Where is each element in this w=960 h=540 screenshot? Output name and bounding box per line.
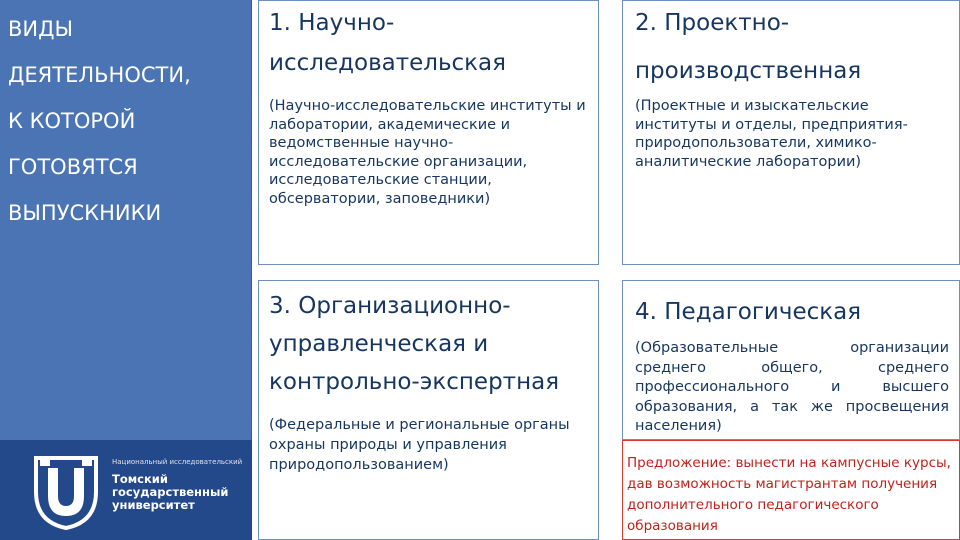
- activity-card-pedagogical: [622, 280, 960, 440]
- activity-description: (Образовательные организации среднего общего, среднего профессионального и высшего образования, а так же просвещения населения): [635, 340, 949, 434]
- sidebar-title: [8, 6, 248, 236]
- sidebar-title-line: ВЫПУСКНИКИ: [8, 201, 162, 225]
- activity-card-research: [258, 0, 599, 265]
- activity-heading: 4. Педагогическая: [635, 299, 862, 325]
- logo-name-line: университет: [112, 498, 195, 512]
- activity-description: (Проектные и изыскательские институты и отделы, предприятия-природопользователи, химико-аналитические лаборатории): [635, 98, 908, 170]
- activity-description: (Научно-исследовательские институты и лаборатории, академические и ведомственные научно-исследовательские организации, исследовательские станции, обсерватории, заповедники): [269, 98, 586, 207]
- sidebar-title-line: ГОТОВЯТСЯ: [8, 155, 138, 179]
- proposal-text: Предложение: вынести на кампусные курсы, дав возможность магистрантам получения дополнительного педагогического образования: [627, 455, 951, 534]
- proposal-box: [622, 440, 960, 540]
- tsu-emblem-icon: [30, 452, 102, 532]
- logo-name: [112, 473, 242, 512]
- activity-card-design: [622, 0, 960, 265]
- logo-subtitle: Национальный исследовательский: [112, 458, 243, 466]
- sidebar-title-line: К КОТОРОЙ: [8, 109, 136, 133]
- logo-name-line: Томский: [112, 472, 168, 486]
- activity-heading: 3. Организационно-управленческая и контрольно-экспертная: [269, 293, 560, 395]
- logo-name-line: государственный: [112, 485, 229, 499]
- sidebar: [0, 0, 252, 540]
- logo-text: [112, 458, 242, 512]
- activity-heading: 2. Проектно-производственная: [635, 10, 862, 84]
- activity-description: (Федеральные и региональные органы охраны природы и управления природопользованием): [269, 417, 570, 473]
- activity-heading: 1. Научно-исследовательская: [269, 10, 506, 76]
- activity-card-management: [258, 280, 599, 540]
- sidebar-title-line: ДЕЯТЕЛЬНОСТИ,: [8, 63, 191, 87]
- sidebar-title-line: ВИДЫ: [8, 17, 74, 41]
- university-logo: [0, 440, 252, 540]
